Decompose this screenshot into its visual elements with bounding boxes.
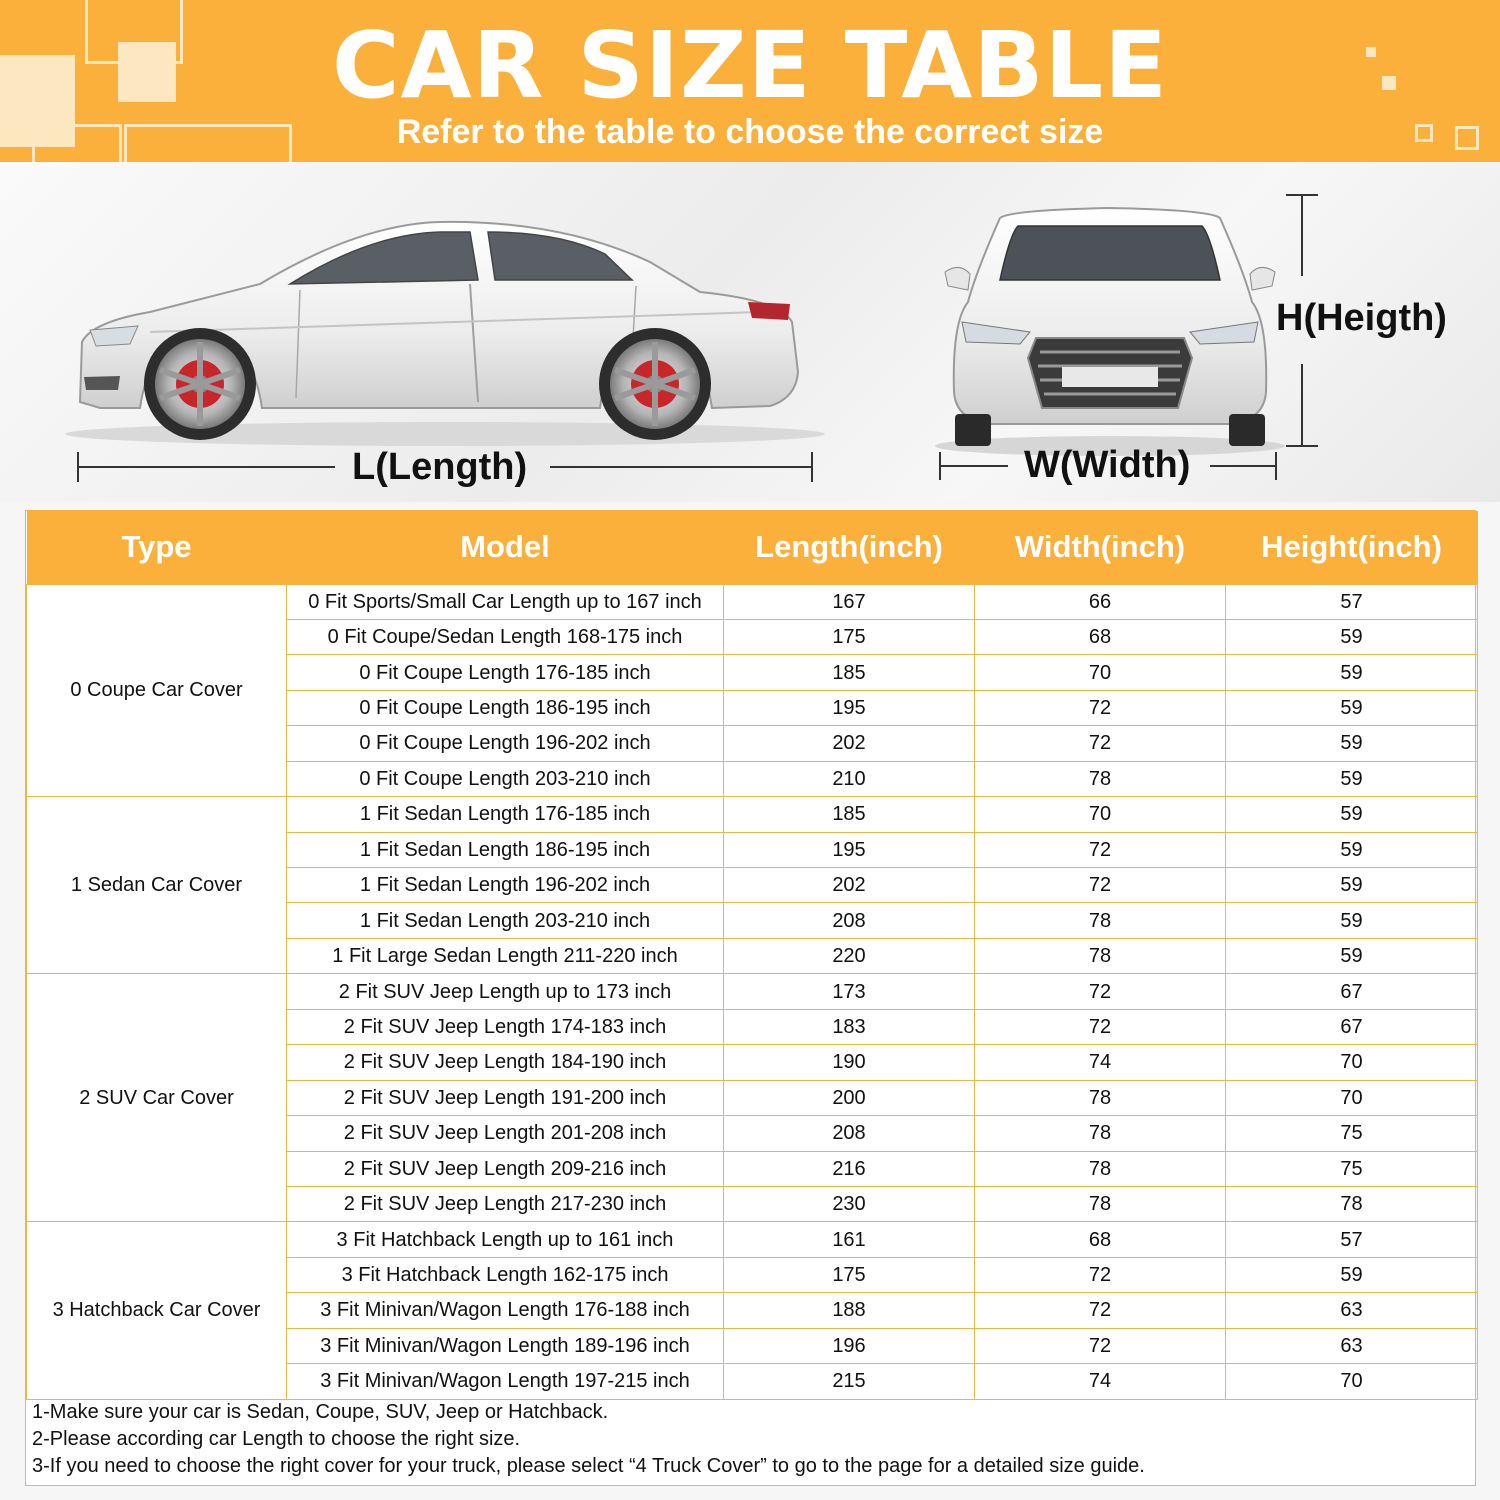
- length-cell: 208: [724, 903, 975, 938]
- table-body: [27, 584, 1478, 1399]
- height-cell: 59: [1226, 868, 1478, 903]
- length-cell: 230: [724, 1186, 975, 1221]
- length-label: L(Length): [352, 446, 528, 488]
- model-cell: 0 Fit Coupe Length 186-195 inch: [287, 690, 724, 725]
- table-header-row: [27, 511, 1478, 584]
- length-cell: 196: [724, 1328, 975, 1363]
- model-cell: 2 Fit SUV Jeep Length up to 173 inch: [287, 974, 724, 1009]
- length-cell: 167: [724, 584, 975, 619]
- length-cell: 195: [724, 690, 975, 725]
- note-line: 3-If you need to choose the right cover for your truck, please select “4 Truck Cover” to go to the page for a detailed size guide.: [32, 1455, 1145, 1477]
- note-line: 2-Please according car Length to choose the right size.: [32, 1428, 521, 1450]
- length-cell: 175: [724, 619, 975, 654]
- sedan-front-view: [935, 208, 1285, 456]
- length-cell: 210: [724, 761, 975, 796]
- height-cell: 70: [1226, 1045, 1478, 1080]
- width-cell: 68: [975, 619, 1226, 654]
- width-cell: 72: [975, 868, 1226, 903]
- height-label: H(Heigth): [1276, 297, 1447, 339]
- model-cell: 2 Fit SUV Jeep Length 191-200 inch: [287, 1080, 724, 1115]
- length-cell: 173: [724, 974, 975, 1009]
- height-cell: 59: [1226, 690, 1478, 725]
- table-row: [27, 974, 1478, 1009]
- column-header-width: Width(inch): [975, 511, 1226, 584]
- height-cell: 59: [1226, 761, 1478, 796]
- width-cell: 78: [975, 1151, 1226, 1186]
- model-cell: 2 Fit SUV Jeep Length 174-183 inch: [287, 1009, 724, 1044]
- length-cell: 200: [724, 1080, 975, 1115]
- width-cell: 72: [975, 974, 1226, 1009]
- note-line: 1-Make sure your car is Sedan, Coupe, SUV, Jeep or Hatchback.: [32, 1401, 609, 1423]
- length-cell: 208: [724, 1116, 975, 1151]
- model-cell: 3 Fit Minivan/Wagon Length 189-196 inch: [287, 1328, 724, 1363]
- width-cell: 78: [975, 1116, 1226, 1151]
- model-cell: 2 Fit SUV Jeep Length 184-190 inch: [287, 1045, 724, 1080]
- model-cell: 3 Fit Hatchback Length 162-175 inch: [287, 1257, 724, 1292]
- length-cell: 188: [724, 1293, 975, 1328]
- model-cell: 0 Fit Coupe Length 176-185 inch: [287, 655, 724, 690]
- model-cell: 1 Fit Sedan Length 186-195 inch: [287, 832, 724, 867]
- length-cell: 185: [724, 655, 975, 690]
- model-cell: 2 Fit SUV Jeep Length 201-208 inch: [287, 1116, 724, 1151]
- width-cell: 74: [975, 1364, 1226, 1399]
- width-cell: 74: [975, 1045, 1226, 1080]
- width-cell: 72: [975, 1293, 1226, 1328]
- height-cell: 67: [1226, 1009, 1478, 1044]
- sedan-side-view: [65, 222, 825, 446]
- page-title: CAR SIZE TABLE: [331, 12, 1169, 119]
- type-cell: 3 Hatchback Car Cover: [27, 1222, 287, 1399]
- length-cell: 190: [724, 1045, 975, 1080]
- length-cell: 195: [724, 832, 975, 867]
- table-row: [27, 584, 1478, 619]
- height-cell: 59: [1226, 655, 1478, 690]
- width-cell: 72: [975, 1328, 1226, 1363]
- type-cell: 1 Sedan Car Cover: [27, 797, 287, 974]
- width-cell: 78: [975, 1080, 1226, 1115]
- length-cell: 183: [724, 1009, 975, 1044]
- type-cell: 0 Coupe Car Cover: [27, 584, 287, 797]
- length-cell: 202: [724, 868, 975, 903]
- length-cell: 216: [724, 1151, 975, 1186]
- height-cell: 70: [1226, 1080, 1478, 1115]
- model-cell: 0 Fit Coupe Length 203-210 inch: [287, 761, 724, 796]
- height-cell: 63: [1226, 1328, 1478, 1363]
- column-header-height: Height(inch): [1226, 511, 1478, 584]
- height-cell: 59: [1226, 1257, 1478, 1292]
- page-subtitle: Refer to the table to choose the correct size: [396, 113, 1104, 151]
- notes: [32, 1399, 1462, 1480]
- model-cell: 1 Fit Sedan Length 176-185 inch: [287, 797, 724, 832]
- height-cell: 78: [1226, 1186, 1478, 1221]
- width-cell: 78: [975, 903, 1226, 938]
- height-cell: 59: [1226, 903, 1478, 938]
- height-cell: 63: [1226, 1293, 1478, 1328]
- table-row: [27, 797, 1478, 832]
- length-cell: 215: [724, 1364, 975, 1399]
- height-cell: 75: [1226, 1151, 1478, 1186]
- width-cell: 78: [975, 938, 1226, 973]
- width-cell: 72: [975, 690, 1226, 725]
- length-cell: 175: [724, 1257, 975, 1292]
- model-cell: 3 Fit Minivan/Wagon Length 197-215 inch: [287, 1364, 724, 1399]
- column-header-type: Type: [27, 511, 287, 584]
- column-header-model: Model: [287, 511, 724, 584]
- height-cell: 59: [1226, 726, 1478, 761]
- model-cell: 0 Fit Coupe/Sedan Length 168-175 inch: [287, 619, 724, 654]
- model-cell: 2 Fit SUV Jeep Length 217-230 inch: [287, 1186, 724, 1221]
- length-cell: 220: [724, 938, 975, 973]
- width-cell: 72: [975, 832, 1226, 867]
- height-cell: 59: [1226, 619, 1478, 654]
- model-cell: 1 Fit Large Sedan Length 211-220 inch: [287, 938, 724, 973]
- height-cell: 67: [1226, 974, 1478, 1009]
- width-cell: 78: [975, 761, 1226, 796]
- width-cell: 72: [975, 726, 1226, 761]
- type-cell: 2 SUV Car Cover: [27, 974, 287, 1222]
- height-cell: 59: [1226, 938, 1478, 973]
- height-cell: 59: [1226, 832, 1478, 867]
- width-cell: 66: [975, 584, 1226, 619]
- width-cell: 78: [975, 1186, 1226, 1221]
- model-cell: 1 Fit Sedan Length 196-202 inch: [287, 868, 724, 903]
- model-cell: 3 Fit Minivan/Wagon Length 176-188 inch: [287, 1293, 724, 1328]
- height-cell: 57: [1226, 1222, 1478, 1257]
- length-cell: 202: [724, 726, 975, 761]
- car-illustrations: [0, 162, 1500, 502]
- length-cell: 161: [724, 1222, 975, 1257]
- model-cell: 3 Fit Hatchback Length up to 161 inch: [287, 1222, 724, 1257]
- height-cell: 59: [1226, 797, 1478, 832]
- table-row: [27, 1222, 1478, 1257]
- model-cell: 0 Fit Coupe Length 196-202 inch: [287, 726, 724, 761]
- length-cell: 185: [724, 797, 975, 832]
- size-table: [26, 511, 1478, 1400]
- width-cell: 70: [975, 797, 1226, 832]
- model-cell: 2 Fit SUV Jeep Length 209-216 inch: [287, 1151, 724, 1186]
- width-cell: 72: [975, 1009, 1226, 1044]
- height-cell: 57: [1226, 584, 1478, 619]
- model-cell: 0 Fit Sports/Small Car Length up to 167 inch: [287, 584, 724, 619]
- width-cell: 68: [975, 1222, 1226, 1257]
- model-cell: 1 Fit Sedan Length 203-210 inch: [287, 903, 724, 938]
- height-cell: 70: [1226, 1364, 1478, 1399]
- width-cell: 70: [975, 655, 1226, 690]
- width-label: W(Width): [1024, 444, 1191, 486]
- header-banner: [0, 0, 1500, 162]
- width-cell: 72: [975, 1257, 1226, 1292]
- height-cell: 75: [1226, 1116, 1478, 1151]
- column-header-length: Length(inch): [724, 511, 975, 584]
- dimension-diagram: [0, 162, 1500, 502]
- size-table-container: [25, 510, 1476, 1486]
